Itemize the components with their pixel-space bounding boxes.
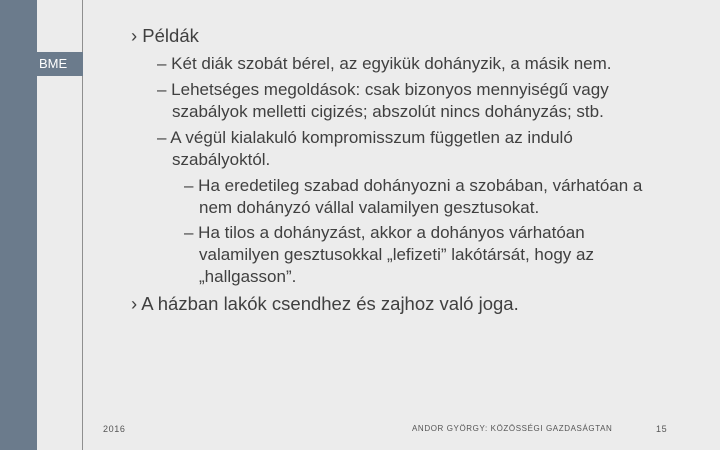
subsubbullet-forbidden-line3: „hallgasson”. [199, 267, 297, 286]
subsubbullet-forbidden-line2: valamilyen gesztusokkal „lefizeti” lakótársát, hogy az [199, 245, 594, 264]
subsubbullet-forbidden-line1: – Ha tilos a dohányzást, akkor a dohányos várhatóan [184, 223, 585, 242]
footer-page-number: 15 [656, 424, 668, 434]
subbullet-students-room: – Két diák szobát bérel, az egyikük dohányzik, a másik nem. [157, 54, 612, 73]
footer-author: ANDOR GYÖRGY: KÖZÖSSÉGI GAZDASÁGTAN [412, 424, 613, 433]
subsubbullet-allowed-line1: – Ha eredetileg szabad dohányozni a szobában, várhatóan a [184, 176, 643, 195]
brand-label: BME [37, 52, 83, 76]
footer-date: 2016 [103, 424, 126, 434]
subsubbullet-allowed-line2: nem dohányzó vállal valamilyen gesztusokat. [199, 198, 540, 217]
subbullet-solutions-line1: – Lehetséges megoldások: csak bizonyos mennyiségű vagy [157, 80, 609, 99]
bullet-examples: › Példák [131, 25, 199, 46]
subbullet-solutions-line2: szabályok melletti cigizés; abszolút nincs dohányzás; stb. [172, 102, 604, 121]
bullet-noise-rights: › A házban lakók csendhez és zajhoz való joga. [131, 293, 519, 314]
subbullet-compromise-line2: szabályoktól. [172, 150, 271, 169]
subbullet-compromise-line1: – A végül kialakuló kompromisszum független az induló [157, 128, 573, 147]
